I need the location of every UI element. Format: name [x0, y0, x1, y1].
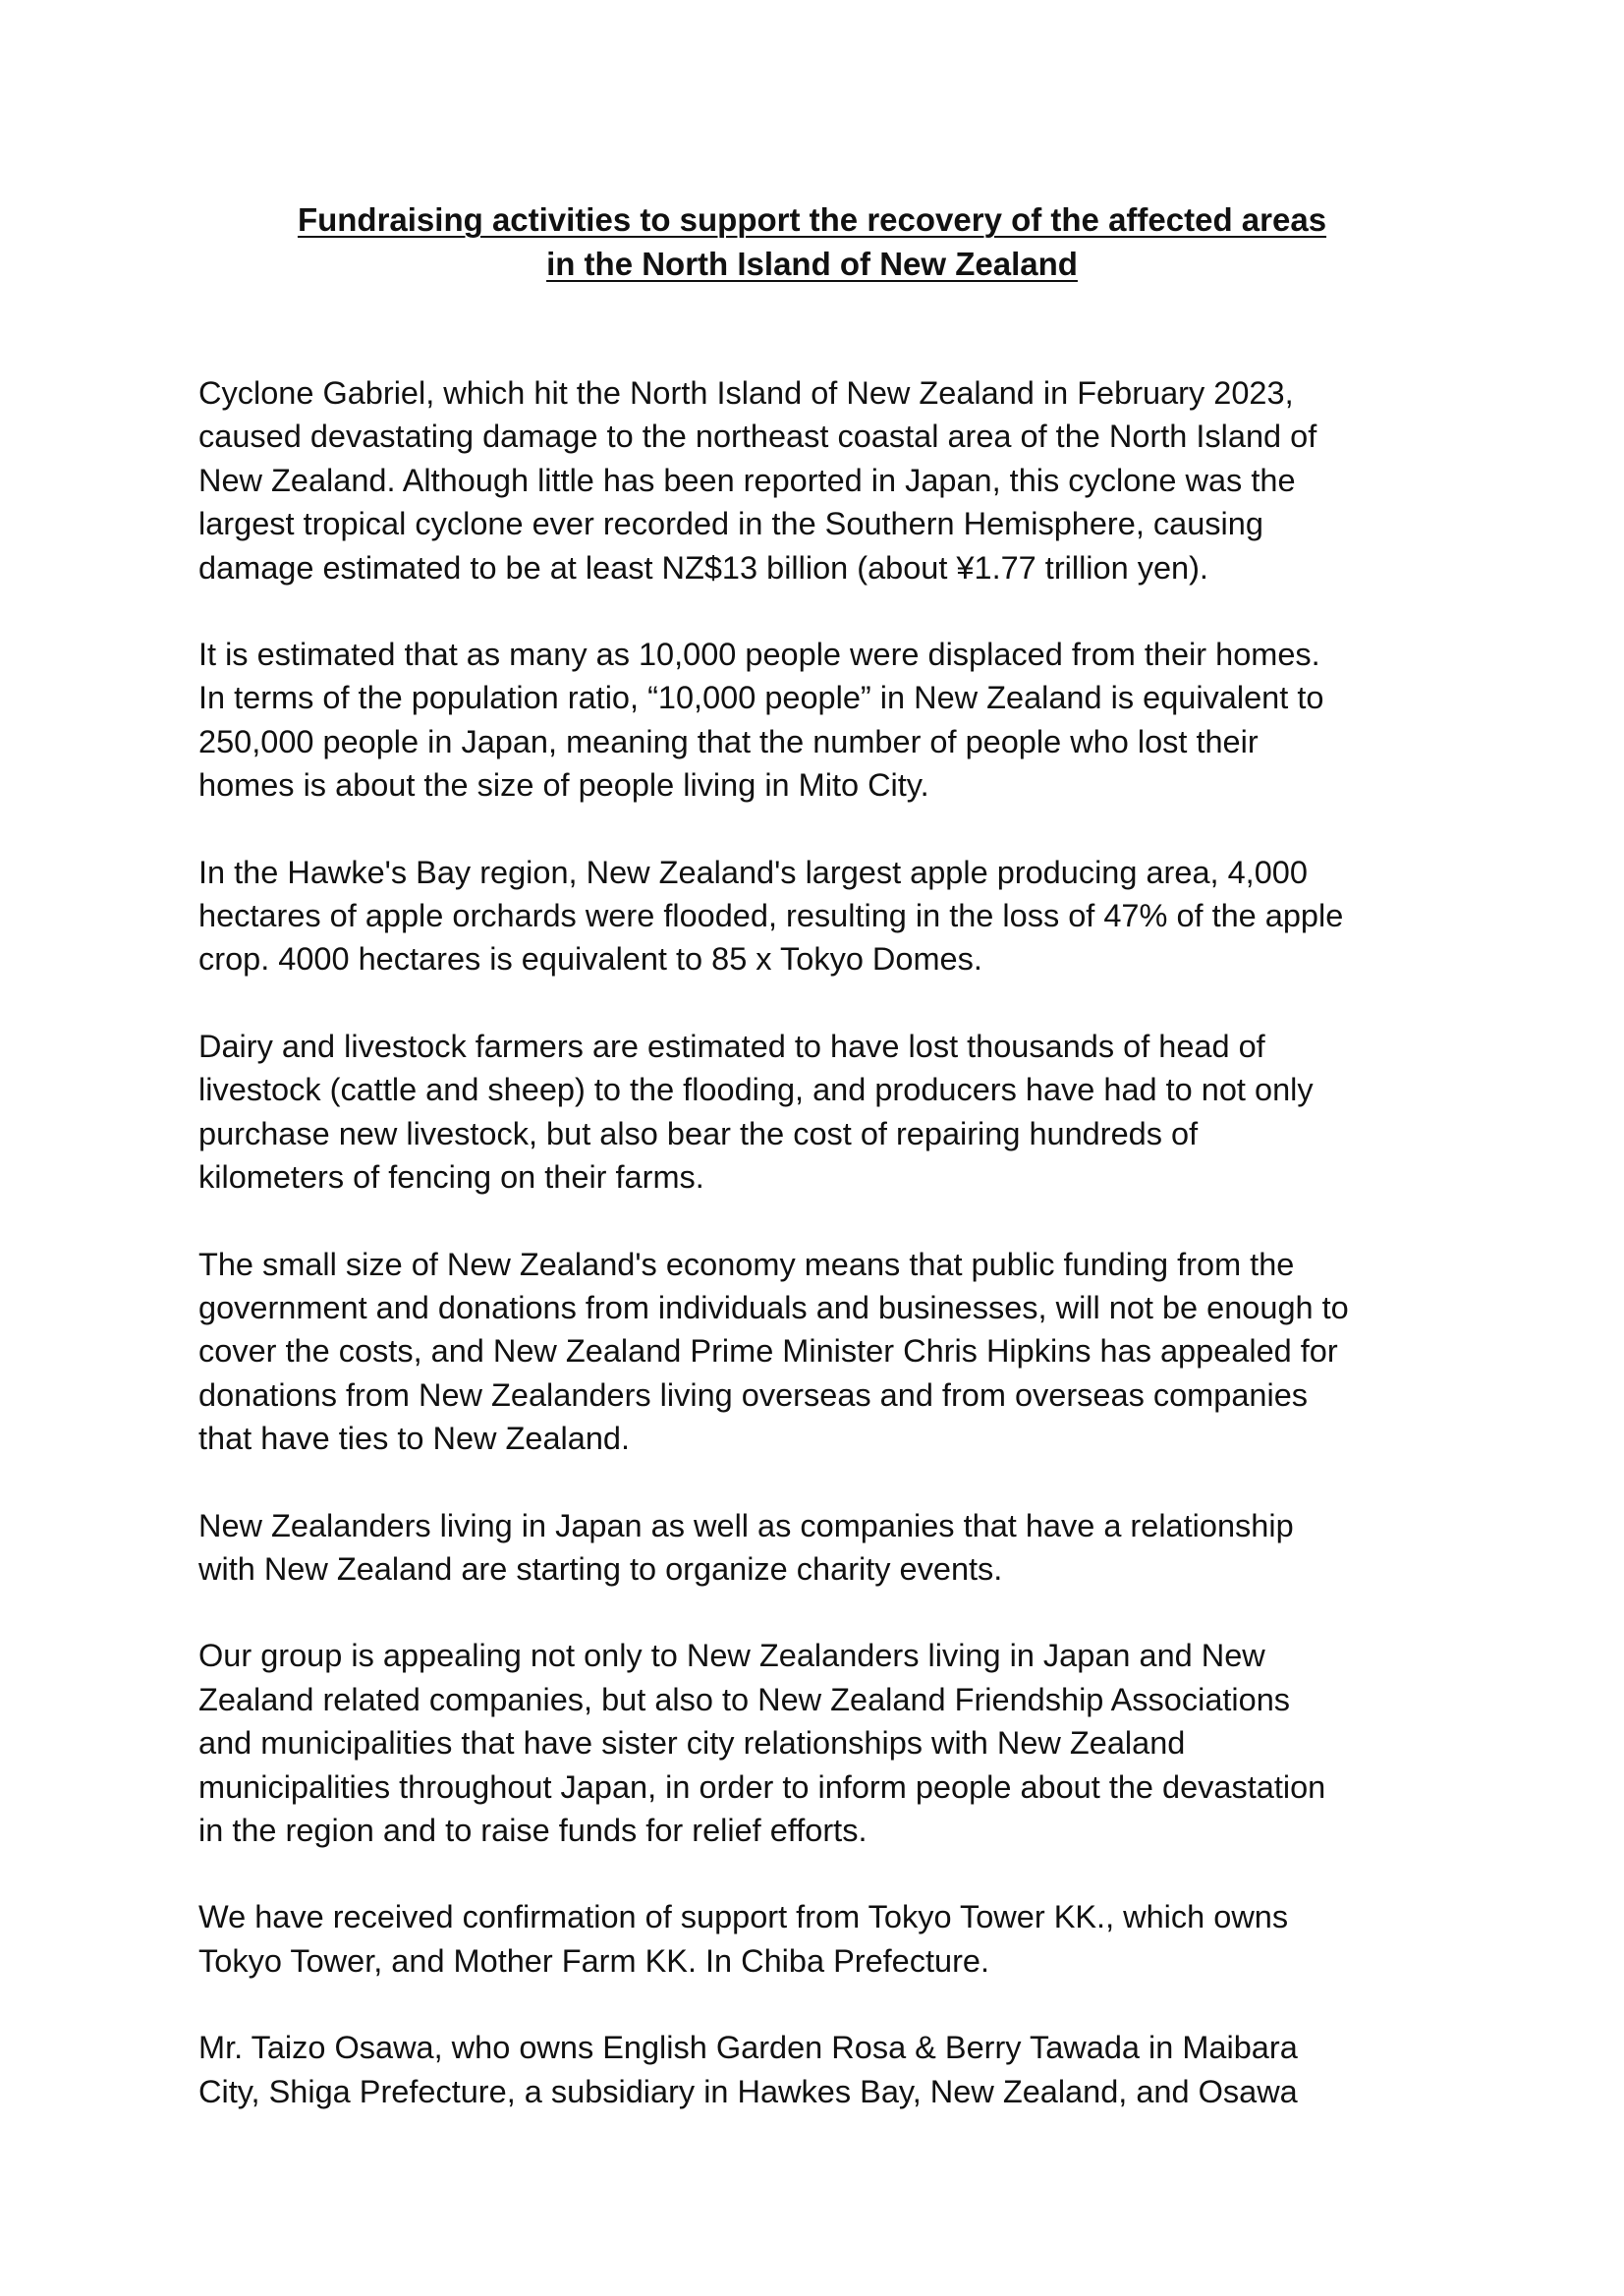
text-line: kilometers of fencing on their farms.	[198, 1159, 704, 1196]
text-line: It is estimated that as many as 10,000 people were displaced from their homes.	[198, 637, 1320, 673]
text-line: largest tropical cyclone ever recorded in the Southern Hemisphere, causing	[198, 506, 1263, 542]
text-line: donations from New Zealanders living overseas and from overseas companies	[198, 1376, 1309, 1413]
paragraph-livestock	[198, 1025, 1436, 1200]
text-line: government and donations from individuals and businesses, will not be enough to	[198, 1289, 1349, 1325]
title-line: Fundraising activities to support the recovery of the affected areas	[297, 201, 1327, 238]
text-line: livestock (cattle and sheep) to the flooding, and producers have had to not only	[198, 1072, 1314, 1108]
text-line: New Zealanders living in Japan as well as companies that have a relationship	[198, 1507, 1294, 1543]
text-line: City, Shiga Prefecture, a subsidiary in Hawkes Bay, New Zealand, and Osawa	[198, 2073, 1298, 2109]
paragraph-economy	[198, 1243, 1436, 1461]
text-line: municipalities throughout Japan, in order to inform people about the devastation	[198, 1768, 1326, 1805]
paragraph-cyclone-gabriel	[198, 371, 1436, 589]
paragraph-group-appeal	[198, 1634, 1436, 1852]
document-body	[198, 371, 1436, 2156]
text-line: Our group is appealing not only to New Zealanders living in Japan and New	[198, 1638, 1265, 1674]
text-line: cover the costs, and New Zealand Prime Minister Chris Hipkins has appealed for	[198, 1333, 1338, 1370]
paragraph-apple-orchards	[198, 851, 1436, 981]
text-line: Tokyo Tower, and Mother Farm KK. In Chiba Prefecture.	[198, 1942, 990, 1979]
text-line: Zealand related companies, but also to New Zealand Friendship Associations	[198, 1681, 1291, 1717]
text-line: damage estimated to be at least NZ$13 billion (about ¥1.77 trillion yen).	[198, 549, 1208, 586]
document-title	[0, 197, 1624, 286]
text-line: 250,000 people in Japan, meaning that the number of people who lost their	[198, 723, 1259, 759]
text-line: The small size of New Zealand's economy means that public funding from the	[198, 1246, 1295, 1282]
text-line: and municipalities that have sister city relationships with New Zealand	[198, 1725, 1186, 1762]
paragraph-charity-events	[198, 1504, 1436, 1592]
text-line: Dairy and livestock farmers are estimated to have lost thousands of head of	[198, 1028, 1265, 1064]
text-line: hectares of apple orchards were flooded, resulting in the loss of 47% of the apple	[198, 898, 1344, 934]
text-line: purchase new livestock, but also bear the cost of repairing hundreds of	[198, 1115, 1199, 1151]
paragraph-displaced-people	[198, 633, 1436, 808]
text-line: New Zealand. Although little has been reported in Japan, this cyclone was the	[198, 462, 1296, 498]
text-line: Cyclone Gabriel, which hit the North Island of New Zealand in February 2023,	[198, 375, 1294, 411]
text-line: We have received confirmation of support from Tokyo Tower KK., which owns	[198, 1899, 1289, 1935]
text-line: in the region and to raise funds for relief efforts.	[198, 1812, 868, 1848]
text-line: crop. 4000 hectares is equivalent to 85 x Tokyo Domes.	[198, 941, 982, 978]
text-line: that have ties to New Zealand.	[198, 1421, 631, 1457]
paragraph-support-confirmation	[198, 1895, 1436, 1983]
text-line: homes is about the size of people living in Mito City.	[198, 767, 929, 804]
title-line: in the North Island of New Zealand	[546, 246, 1078, 282]
paragraph-taizo-osawa	[198, 2026, 1436, 2113]
text-line: In terms of the population ratio, “10,000 people” in New Zealand is equivalent to	[198, 680, 1324, 716]
text-line: In the Hawke's Bay region, New Zealand's largest apple producing area, 4,000	[198, 854, 1308, 890]
text-line: Mr. Taizo Osawa, who owns English Garden Rosa & Berry Tawada in Maibara	[198, 2030, 1298, 2066]
text-line: with New Zealand are starting to organize charity events.	[198, 1550, 1003, 1587]
text-line: caused devastating damage to the northeast coastal area of the North Island of	[198, 419, 1317, 455]
